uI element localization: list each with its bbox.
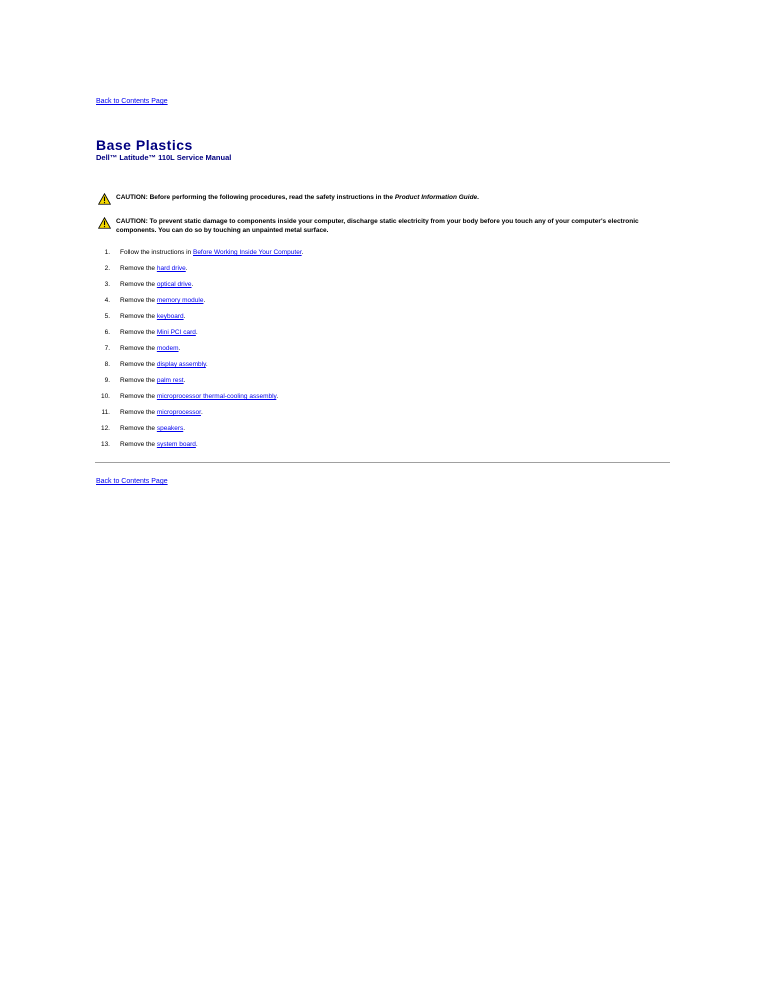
step-suffix: . [183,425,186,432]
caution-label: CAUTION: [116,194,148,201]
step-link-display-assembly[interactable]: display assembly [156,361,206,368]
step-suffix: . [183,377,186,384]
step-link-thermal-cooling-assembly[interactable]: microprocessor thermal-cooling assembly [156,393,277,400]
step-number: 10. [100,393,110,400]
step-number: 13. [100,441,110,448]
step-text: Remove the [120,265,157,272]
step-text: Remove the [120,361,157,368]
step-number: 1. [104,249,110,256]
step-link-hard-drive[interactable]: hard drive [156,265,186,272]
caution-text [116,217,656,235]
step-link-mini-pci-card[interactable]: Mini PCI card [156,329,196,336]
step-suffix: . [200,409,203,416]
step-text: Remove the [120,281,157,288]
caution-label: CAUTION: [116,218,148,225]
manual-subtitle: Dell™ Latitude™ 110L Service Manual [96,153,232,162]
step-text: Remove the [120,377,157,384]
step-suffix: . [185,265,188,272]
step-number: 4. [104,297,110,304]
step-link-before-working[interactable]: Before Working Inside Your Computer [192,249,302,256]
step-suffix: . [178,345,181,352]
step-text: Follow the instructions in [120,249,193,256]
step-text: Remove the [120,297,157,304]
step-number: 8. [104,361,110,368]
back-to-contents-link-bottom[interactable]: Back to Contents Page [96,478,168,485]
step-suffix: . [301,249,304,256]
step-suffix: . [205,361,208,368]
step-number: 2. [104,265,110,272]
step-link-system-board[interactable]: system board [156,441,196,448]
step-text: Remove the [120,329,157,336]
step-number: 7. [104,345,110,352]
step-text: Remove the [120,345,157,352]
caution-text [116,193,656,202]
step-suffix: . [203,297,206,304]
step-number: 3. [104,281,110,288]
step-suffix: . [195,441,198,448]
step-link-optical-drive[interactable]: optical drive [156,281,192,288]
step-suffix: . [276,393,279,400]
page-title: Base Plastics [96,137,193,153]
step-number: 5. [104,313,110,320]
step-suffix: . [183,313,186,320]
step-text: Remove the [120,425,157,432]
step-link-modem[interactable]: modem [156,345,179,352]
step-suffix: . [195,329,198,336]
section-divider [95,462,670,463]
step-text: Remove the [120,393,157,400]
step-text: Remove the [120,441,157,448]
step-link-speakers[interactable]: speakers [156,425,184,432]
warning-triangle-icon [98,217,111,229]
step-number: 12. [100,425,110,432]
step-link-palm-rest[interactable]: palm rest [156,377,184,384]
caution-body: Before performing the following procedures, read the safety instructions in the [147,194,395,201]
back-to-contents-link-top[interactable]: Back to Contents Page [96,98,168,105]
caution-emphasis: Product Information Guide [394,194,478,201]
step-number: 6. [104,329,110,336]
caution-body: To prevent static damage to components inside your computer, discharge static electricity from your body before you touch any of your computer's electronic components. You can do so by touching an unpainted metal surface. [116,218,639,234]
step-link-microprocessor[interactable]: microprocessor [156,409,201,416]
step-text: Remove the [120,313,157,320]
step-link-keyboard[interactable]: keyboard [156,313,184,320]
step-number: 11. [101,409,110,416]
warning-triangle-icon [98,193,111,205]
step-suffix: . [191,281,194,288]
step-number: 9. [104,377,110,384]
caution-tail: . [477,194,479,201]
step-text: Remove the [120,409,157,416]
step-link-memory-module[interactable]: memory module [156,297,204,304]
